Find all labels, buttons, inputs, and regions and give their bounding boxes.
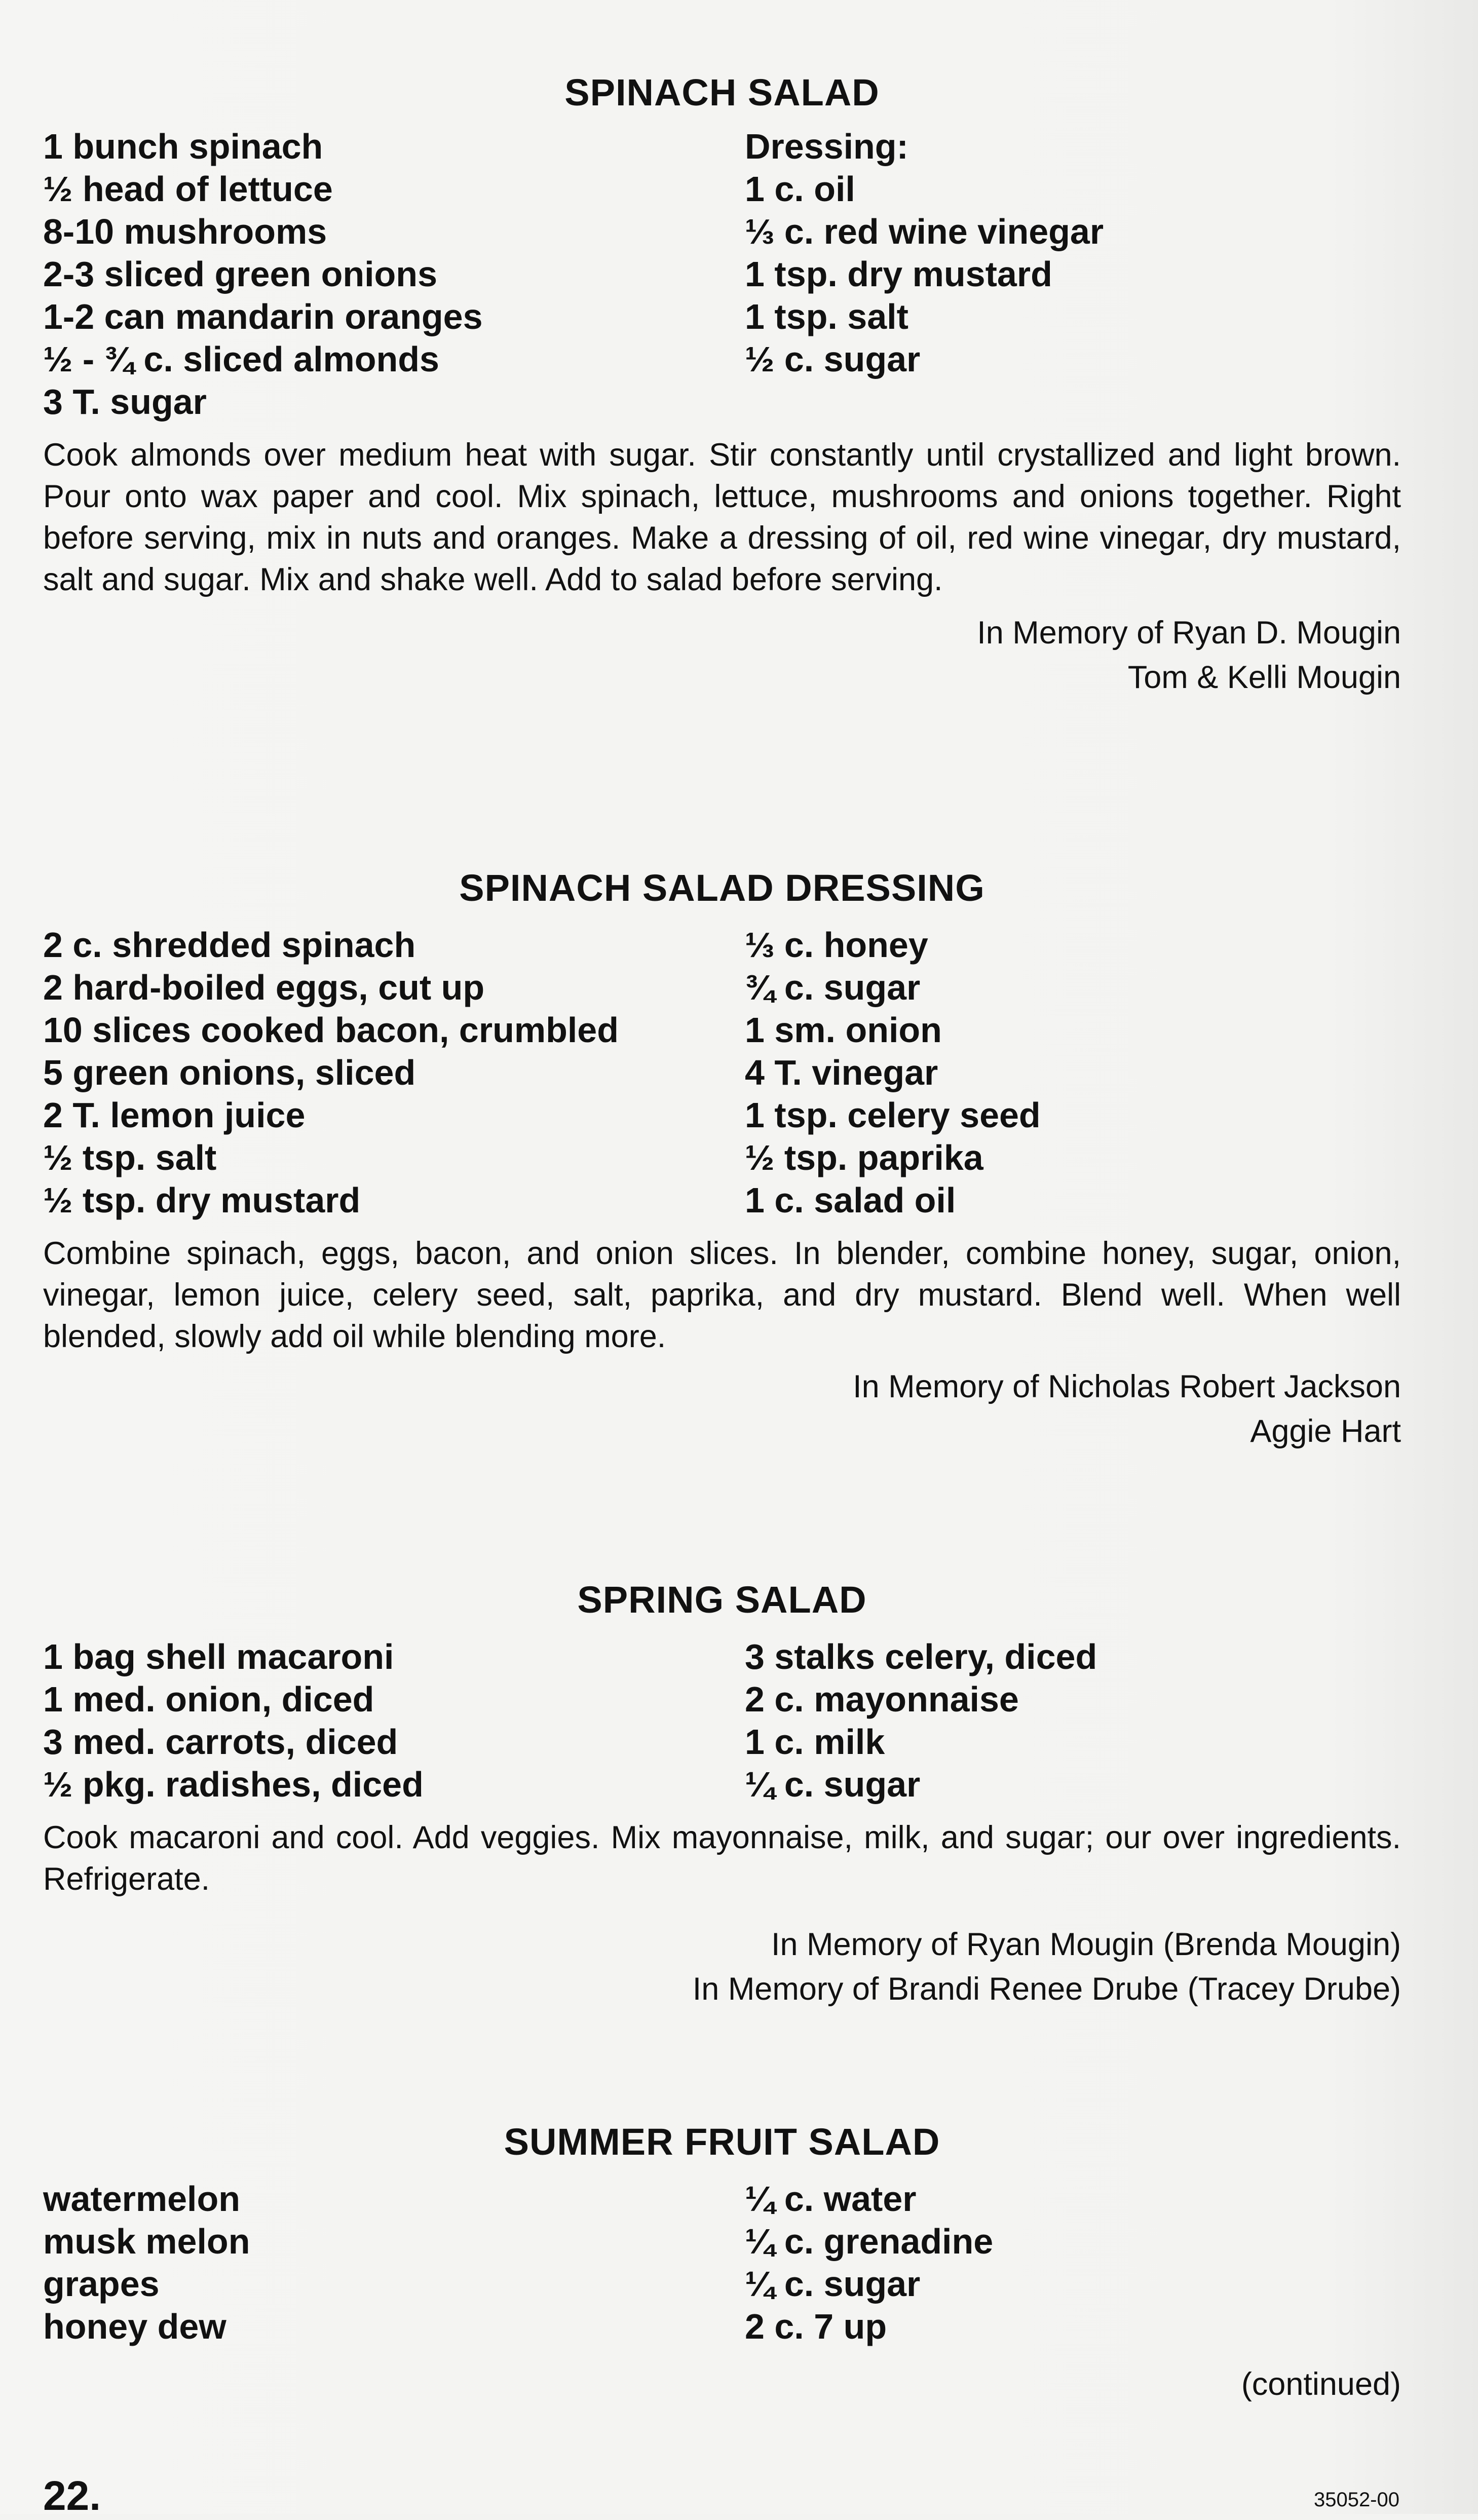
- ingredients-left-column: [43, 1635, 745, 1806]
- ingredients-list: [43, 1635, 1401, 1806]
- ingredient: ½ c. sugar: [745, 339, 921, 379]
- ingredient: ½ tsp. dry mustard: [43, 1180, 361, 1220]
- ingredient: 2-3 sliced green onions: [43, 254, 437, 294]
- recipe-title: SPINACH SALAD: [564, 71, 880, 113]
- ingredient: 2 T. lemon juice: [43, 1095, 306, 1135]
- recipe-spinach-salad: [43, 71, 1401, 700]
- memorial-line: Tom & Kelli Mougin: [1127, 660, 1401, 695]
- ingredient: 1 bunch spinach: [43, 127, 323, 166]
- ingredient: 1 c. milk: [745, 1722, 885, 1762]
- recipe-title: SPINACH SALAD DRESSING: [459, 867, 985, 909]
- recipe-directions: Cook almonds over medium heat with sugar. Stir constantly until crystallized and light brown. Pour onto wax paper and cool. Mix spinach, lettuce, mushrooms and onions together. Right before serving, mix in nuts and oranges. Make a dressing of oil, red wine vinegar, dry mustard, salt and sugar. Mix and shake well. Add to salad before serving.: [43, 437, 1401, 597]
- recipe-spinach-salad-dressing: [43, 866, 1401, 1454]
- ingredient: 1-2 can mandarin oranges: [43, 297, 483, 336]
- page-number-text: 22: [43, 2473, 90, 2519]
- ingredient: ½ head of lettuce: [43, 169, 333, 209]
- ingredient: 5 green onions, sliced: [43, 1053, 416, 1092]
- ingredient: ¼ c. grenadine: [745, 2222, 994, 2261]
- ingredient: ¼ c. sugar: [745, 2264, 921, 2304]
- ingredients-left-column: [43, 924, 745, 1221]
- continued-label: (continued): [1241, 2366, 1401, 2402]
- memorial-line: In Memory of Ryan Mougin (Brenda Mougin): [771, 1927, 1401, 1962]
- ingredient: 1 c. oil: [745, 169, 855, 209]
- ingredient: 1 sm. onion: [745, 1010, 942, 1050]
- ingredient: ½ pkg. radishes, diced: [43, 1765, 424, 1804]
- ingredients-right-column: [745, 924, 1404, 1221]
- ingredient: ¼ c. sugar: [745, 1765, 921, 1804]
- ingredient: ½ tsp. salt: [43, 1138, 217, 1177]
- memorial-credit: [43, 610, 1401, 700]
- recipe-spring-salad: [43, 1578, 1401, 2011]
- ingredient: ½ - ¾ c. sliced almonds: [43, 339, 439, 379]
- ingredient: grapes: [43, 2264, 160, 2304]
- memorial-line: Aggie Hart: [1250, 1414, 1401, 1449]
- ingredients-right-column: [745, 125, 1404, 423]
- memorial-line: In Memory of Brandi Renee Drube (Tracey Drube): [692, 1971, 1401, 2007]
- ingredient: 8-10 mushrooms: [43, 212, 327, 251]
- ingredients-list: [43, 125, 1401, 423]
- ingredient: 10 slices cooked bacon, crumbled: [43, 1010, 619, 1050]
- ingredient: 1 c. salad oil: [745, 1180, 956, 1220]
- memorial-line: In Memory of Nicholas Robert Jackson: [853, 1369, 1401, 1404]
- ingredient: 1 med. onion, diced: [43, 1679, 374, 1719]
- page-number: 22.: [43, 2473, 101, 2519]
- ingredient: 2 c. 7 up: [745, 2307, 887, 2346]
- memorial-credit: [43, 1364, 1401, 1454]
- ingredients-list: [43, 924, 1401, 1221]
- recipe-summer-fruit-salad: [43, 2120, 1401, 2407]
- ingredient: ½ tsp. paprika: [745, 1138, 983, 1177]
- recipe-directions: Cook macaroni and cool. Add veggies. Mix mayonnaise, milk, and sugar; our over ingredients. Refrigerate.: [43, 1820, 1401, 1897]
- ingredient: ¾ c. sugar: [745, 968, 921, 1007]
- ingredients-left-column: [43, 125, 745, 423]
- ingredient: 2 c. mayonnaise: [745, 1679, 1019, 1719]
- ingredient: 4 T. vinegar: [745, 1053, 938, 1092]
- ingredient: watermelon: [43, 2179, 240, 2219]
- ingredient: musk melon: [43, 2222, 250, 2261]
- ingredients-left-column: [43, 2178, 745, 2348]
- ingredient: 3 med. carrots, diced: [43, 1722, 398, 1762]
- ingredient: ⅓ c. red wine vinegar: [745, 212, 1104, 251]
- ingredient: 2 hard-boiled eggs, cut up: [43, 968, 485, 1007]
- ingredient: ⅓ c. honey: [745, 925, 928, 965]
- ingredient: honey dew: [43, 2307, 226, 2346]
- ingredients-right-column: [745, 1635, 1404, 1806]
- recipe-directions: Combine spinach, eggs, bacon, and onion slices. In blender, combine honey, sugar, onion, vinegar, lemon juice, celery seed, salt, paprika, and dry mustard. Blend well. When well blended, slowly add oil while blending more.: [43, 1236, 1401, 1354]
- recipe-title: SUMMER FRUIT SALAD: [504, 2121, 940, 2163]
- ingredients-right-column: [745, 2178, 1404, 2348]
- recipe-title: SPRING SALAD: [577, 1579, 867, 1621]
- ingredient: ¼ c. water: [745, 2179, 917, 2219]
- memorial-credit: [43, 1922, 1401, 2011]
- ingredients-list: [43, 2178, 1401, 2348]
- memorial-line: In Memory of Ryan D. Mougin: [977, 615, 1401, 651]
- ingredient: 3 stalks celery, diced: [745, 1637, 1097, 1676]
- ingredient: 1 tsp. salt: [745, 297, 908, 336]
- ingredient: 1 bag shell macaroni: [43, 1637, 394, 1676]
- print-code: 35052-00: [1313, 2489, 1399, 2511]
- ingredient: 1 tsp. celery seed: [745, 1095, 1041, 1135]
- ingredient: 2 c. shredded spinach: [43, 925, 416, 965]
- ingredient: 3 T. sugar: [43, 382, 207, 422]
- ingredient: 1 tsp. dry mustard: [745, 254, 1052, 294]
- ingredient: Dressing:: [745, 127, 908, 166]
